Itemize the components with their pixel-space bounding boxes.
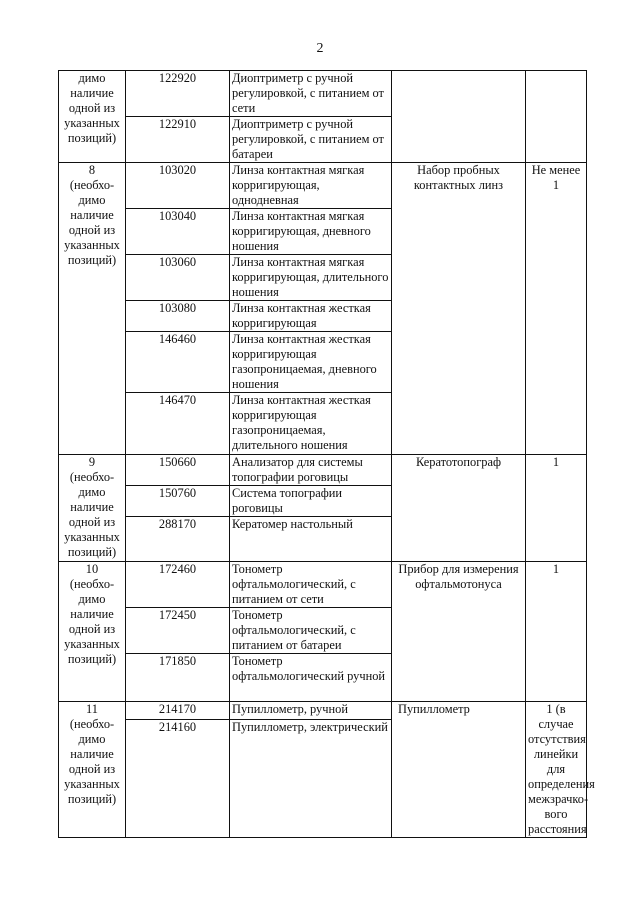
group-cell: Пупиллометр	[392, 702, 526, 838]
code-cell: 172460	[126, 562, 230, 608]
table-row	[59, 562, 587, 608]
code-cell: 122910	[126, 117, 230, 163]
page-number: 2	[316, 41, 324, 56]
code-cell: 214170	[126, 702, 230, 720]
name-cell: Линза контактная жесткая корригирующая газопроницаемая, дневного ношения	[230, 332, 392, 393]
equipment-table	[58, 70, 595, 838]
group-cell: Прибор для измерения офтальмотонуса	[392, 562, 526, 702]
group-cell: Набор пробных контактных линз	[392, 163, 526, 455]
quantity-cell: Не менее 1	[526, 163, 587, 455]
quantity-cell: 1	[526, 562, 587, 702]
name-cell: Линза контактная мягкая корригирующая, длительного ношения	[230, 255, 392, 301]
name-cell: Тонометр офтальмологический, с питанием от сети	[230, 562, 392, 608]
code-cell: 103020	[126, 163, 230, 209]
table-row	[59, 455, 587, 486]
code-cell: 288170	[126, 517, 230, 562]
position-cell: 10 (необхо- димо наличие одной из указанных позиций)	[59, 562, 126, 702]
quantity-cell: 1 (в случае отсутствия линейки для определения межзрачко-вого расстояния	[526, 702, 587, 838]
name-cell: Кератомер настольный	[230, 517, 392, 562]
position-cell: 8 (необхо- димо наличие одной из указанных позиций)	[59, 163, 126, 455]
position-cell: димо наличие одной из указанных позиций)	[59, 71, 126, 163]
name-cell: Линза контактная мягкая корригирующая, однодневная	[230, 163, 392, 209]
code-cell: 172450	[126, 608, 230, 654]
table-row	[59, 702, 587, 720]
table-row	[59, 163, 587, 209]
group-cell: Кератотопограф	[392, 455, 526, 562]
position-cell: 9 (необхо- димо наличие одной из указанных позиций)	[59, 455, 126, 562]
code-cell: 146460	[126, 332, 230, 393]
position-cell: 11 (необхо- димо наличие одной из указанных позиций)	[59, 702, 126, 838]
name-cell: Диоптриметр с ручной регулировкой, с питанием от сети	[230, 71, 392, 117]
code-cell: 122920	[126, 71, 230, 117]
code-cell: 214160	[126, 720, 230, 838]
group-cell	[392, 71, 526, 163]
name-cell: Тонометр офтальмологический ручной	[230, 654, 392, 702]
name-cell: Пупиллометр, ручной	[230, 702, 392, 720]
name-cell: Анализатор для системы топографии роговицы	[230, 455, 392, 486]
code-cell: 146470	[126, 393, 230, 455]
code-cell: 150760	[126, 486, 230, 517]
name-cell: Диоптриметр с ручной регулировкой, с питанием от батареи	[230, 117, 392, 163]
code-cell: 103040	[126, 209, 230, 255]
code-cell: 150660	[126, 455, 230, 486]
name-cell: Пупиллометр, электрический	[230, 720, 392, 838]
table-row	[59, 71, 587, 117]
name-cell: Линза контактная жесткая корригирующая	[230, 301, 392, 332]
code-cell: 171850	[126, 654, 230, 702]
quantity-cell: 1	[526, 455, 587, 562]
quantity-cell	[526, 71, 587, 163]
name-cell: Система топографии роговицы	[230, 486, 392, 517]
code-cell: 103080	[126, 301, 230, 332]
code-cell: 103060	[126, 255, 230, 301]
name-cell: Тонометр офтальмологический, с питанием от батареи	[230, 608, 392, 654]
name-cell: Линза контактная мягкая корригирующая, дневного ношения	[230, 209, 392, 255]
name-cell: Линза контактная жесткая корригирующая газопроницаемая, длительного ношения	[230, 393, 392, 455]
